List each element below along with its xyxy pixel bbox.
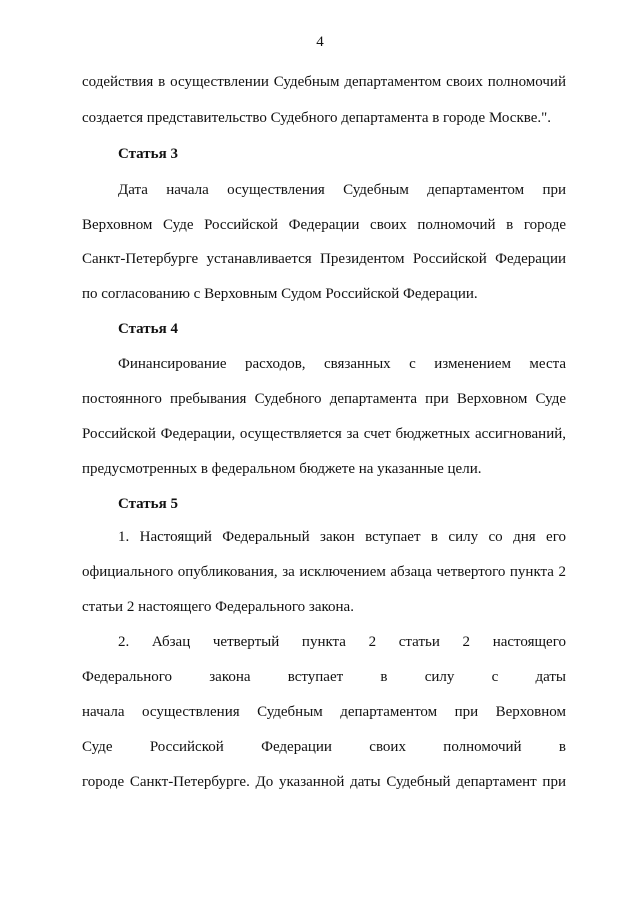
paragraph-line: 1. Настоящий Федеральный закон вступает в силу со дня его	[118, 529, 566, 545]
paragraph-line: создается представительство Судебного департамента в городе Москве.".	[82, 110, 552, 126]
paragraph-line: начала осуществления Судебным департаментом при Верховном	[82, 704, 566, 720]
paragraph-line: 2. Абзац четвертый пункта 2 статьи 2 настоящего	[118, 634, 566, 650]
paragraph-line: содействия в осуществлении Судебным департаментом своих полномочий	[82, 74, 566, 90]
paragraph-line: официального опубликования, за исключением абзаца четвертого пункта 2	[82, 564, 566, 580]
paragraph-line: постоянного пребывания Судебного департамента при Верховном Суде	[82, 391, 566, 407]
paragraph-line: статьи 2 настоящего Федерального закона.	[82, 599, 354, 615]
paragraph-line: Российской Федерации, осуществляется за счет бюджетных ассигнований,	[82, 426, 566, 442]
paragraph-line: Дата начала осуществления Судебным департаментом при	[118, 182, 566, 198]
article-4-heading: Статья 4	[118, 321, 178, 337]
paragraph-line: Суде Российской Федерации своих полномочий в	[82, 739, 566, 755]
article-3-heading: Статья 3	[118, 146, 178, 162]
paragraph-line: предусмотренных в федеральном бюджете на указанные цели.	[82, 461, 482, 477]
paragraph-line: по согласованию с Верховным Судом Российской Федерации.	[82, 286, 478, 302]
paragraph-line: Федерального закона вступает в силу с даты	[82, 669, 566, 685]
paragraph-line: Санкт-Петербурге устанавливается Президентом Российской Федерации	[82, 251, 566, 267]
paragraph-line: городе Санкт-Петербурге. До указанной даты Судебный департамент при	[82, 774, 566, 790]
article-5-heading: Статья 5	[118, 496, 178, 512]
paragraph-line: Финансирование расходов, связанных с изменением места	[118, 356, 566, 372]
page-number: 4	[316, 34, 324, 50]
paragraph-line: Верховном Суде Российской Федерации своих полномочий в городе	[82, 217, 566, 233]
